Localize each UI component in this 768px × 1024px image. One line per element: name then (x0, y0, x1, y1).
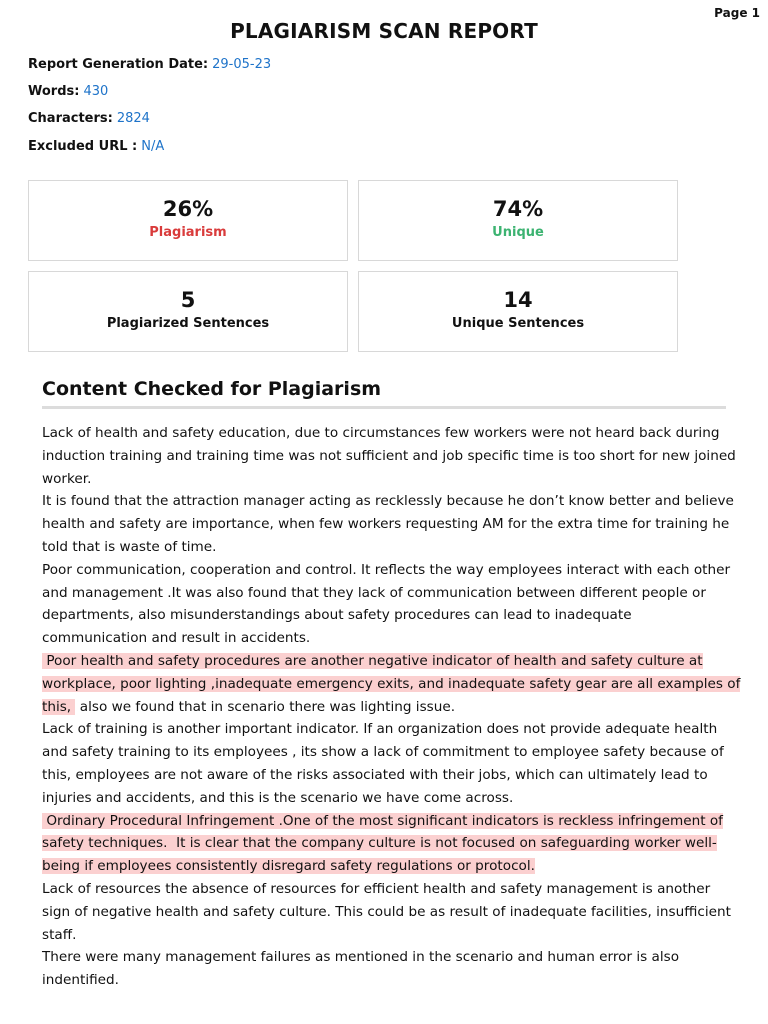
content-line (42, 627, 732, 650)
stat-card-plagiarized-sentences (28, 271, 348, 352)
content-text: Lack of training is another important indicator. If an organization does not provide adequate health (42, 721, 718, 738)
stat-value: 74% (492, 197, 544, 221)
stat-card-plagiarism (28, 180, 348, 261)
content-line (42, 650, 732, 673)
stat-value: 26% (162, 197, 214, 221)
stat-card-unique-sentences (358, 271, 678, 352)
meta-label: Characters: (28, 111, 113, 126)
content-line (42, 924, 732, 947)
plagiarized-text: Ordinary Procedural Infringement .One of the most significant indicators is reckless infringement of (42, 812, 723, 829)
stat-label: Unique (492, 225, 544, 240)
content-text: communication and result in accidents. (42, 630, 311, 647)
meta-label: Report Generation Date: (28, 57, 209, 72)
content-line (42, 422, 732, 445)
meta-value: 430 (83, 84, 109, 99)
content-line (42, 946, 732, 969)
content-text: induction training and training time was not sufficient and job specific time is too short for new joined (42, 447, 736, 464)
content-line (42, 696, 732, 719)
content-line (42, 787, 732, 810)
content-text: also we found that in scenario there was lighting issue. (75, 698, 456, 715)
content-line (42, 810, 732, 833)
stat-label: Plagiarism (149, 225, 227, 240)
content-line (42, 832, 732, 855)
content-text: There were many management failures as mentioned in the scenario and human error is also (42, 949, 680, 966)
stat-label: Plagiarized Sentences (106, 316, 270, 331)
meta-value: N/A (141, 139, 165, 154)
content-text: worker. (42, 470, 92, 487)
meta-excluded-url (28, 139, 164, 154)
plagiarized-text: being if employees consistently disregard safety regulations or protocol. (42, 858, 535, 875)
content-line (42, 445, 736, 468)
content-line (42, 901, 732, 924)
meta-characters (28, 111, 150, 126)
content-text: sign of negative health and safety culture. This could be as result of inadequate facilities, insufficient (42, 903, 731, 920)
page-number: Page 1 (714, 6, 760, 20)
content-line (42, 559, 732, 582)
content-text: Lack of resources the absence of resources for efficient health and safety management is another (42, 880, 711, 897)
content-line (42, 468, 732, 491)
content-line (42, 969, 732, 992)
stat-card-unique (358, 180, 678, 261)
content-text: health and safety are importance, when few workers requesting AM for the extra time for training he (42, 516, 730, 533)
report-title: PLAGIARISM SCAN REPORT (230, 19, 538, 43)
content-text: and management .It was also found that they lack of communication between different people or (42, 584, 706, 601)
content-text: It is found that the attraction manager acting as recklessly because he don’t know better and believe (42, 493, 734, 510)
meta-report-date (28, 57, 271, 72)
meta-words (28, 84, 108, 99)
plagiarized-text: workplace, poor lighting ,inadequate emergency exits, and inadequate safety gear are all examples of (42, 675, 741, 692)
content-line (42, 604, 732, 627)
plagiarized-text: safety techniques. It is clear that the company culture is not focused on safeguarding worker well- (42, 835, 717, 852)
meta-value: 2824 (116, 111, 150, 126)
stat-label: Unique Sentences (451, 316, 585, 331)
stat-value: 5 (180, 288, 196, 312)
content-line (42, 741, 732, 764)
content-line (42, 513, 732, 536)
content-text: departments, also misunderstandings about safety procedures can lead to inadequate (42, 607, 632, 624)
stat-value: 14 (503, 288, 533, 312)
content-text: told that is waste of time. (42, 538, 217, 555)
content-line (42, 855, 732, 878)
content-line (42, 764, 732, 787)
plagiarized-text: Poor health and safety procedures are another negative indicator of health and safety culture at (42, 652, 703, 669)
meta-value: 29-05-23 (212, 57, 272, 72)
meta-label: Words: (28, 84, 80, 99)
content-line (42, 673, 741, 696)
section-title: Content Checked for Plagiarism (42, 378, 382, 400)
content-text: injuries and accidents, and this is the scenario we have come across. (42, 789, 514, 806)
content-line (42, 490, 732, 513)
content-text: Lack of health and safety education, due to circumstances few workers were not heard back during (42, 425, 720, 441)
content-line (42, 582, 732, 605)
checked-content (42, 422, 741, 992)
content-text: Poor communication, cooperation and control. It reflects the way employees interact with each other (42, 561, 731, 578)
content-text: this, employees are not aware of the risks associated with their jobs, which can ultimately lead to (42, 766, 708, 783)
content-line (42, 718, 732, 741)
content-line (42, 536, 732, 559)
content-text: staff. (42, 926, 77, 943)
section-divider (42, 406, 726, 409)
plagiarized-text: this, (42, 698, 76, 715)
meta-label: Excluded URL : (28, 139, 138, 154)
content-text: and safety training to its employees , its show a lack of commitment to employee safety because of (42, 744, 724, 761)
content-line (42, 878, 732, 901)
content-text: indentified. (42, 972, 119, 989)
